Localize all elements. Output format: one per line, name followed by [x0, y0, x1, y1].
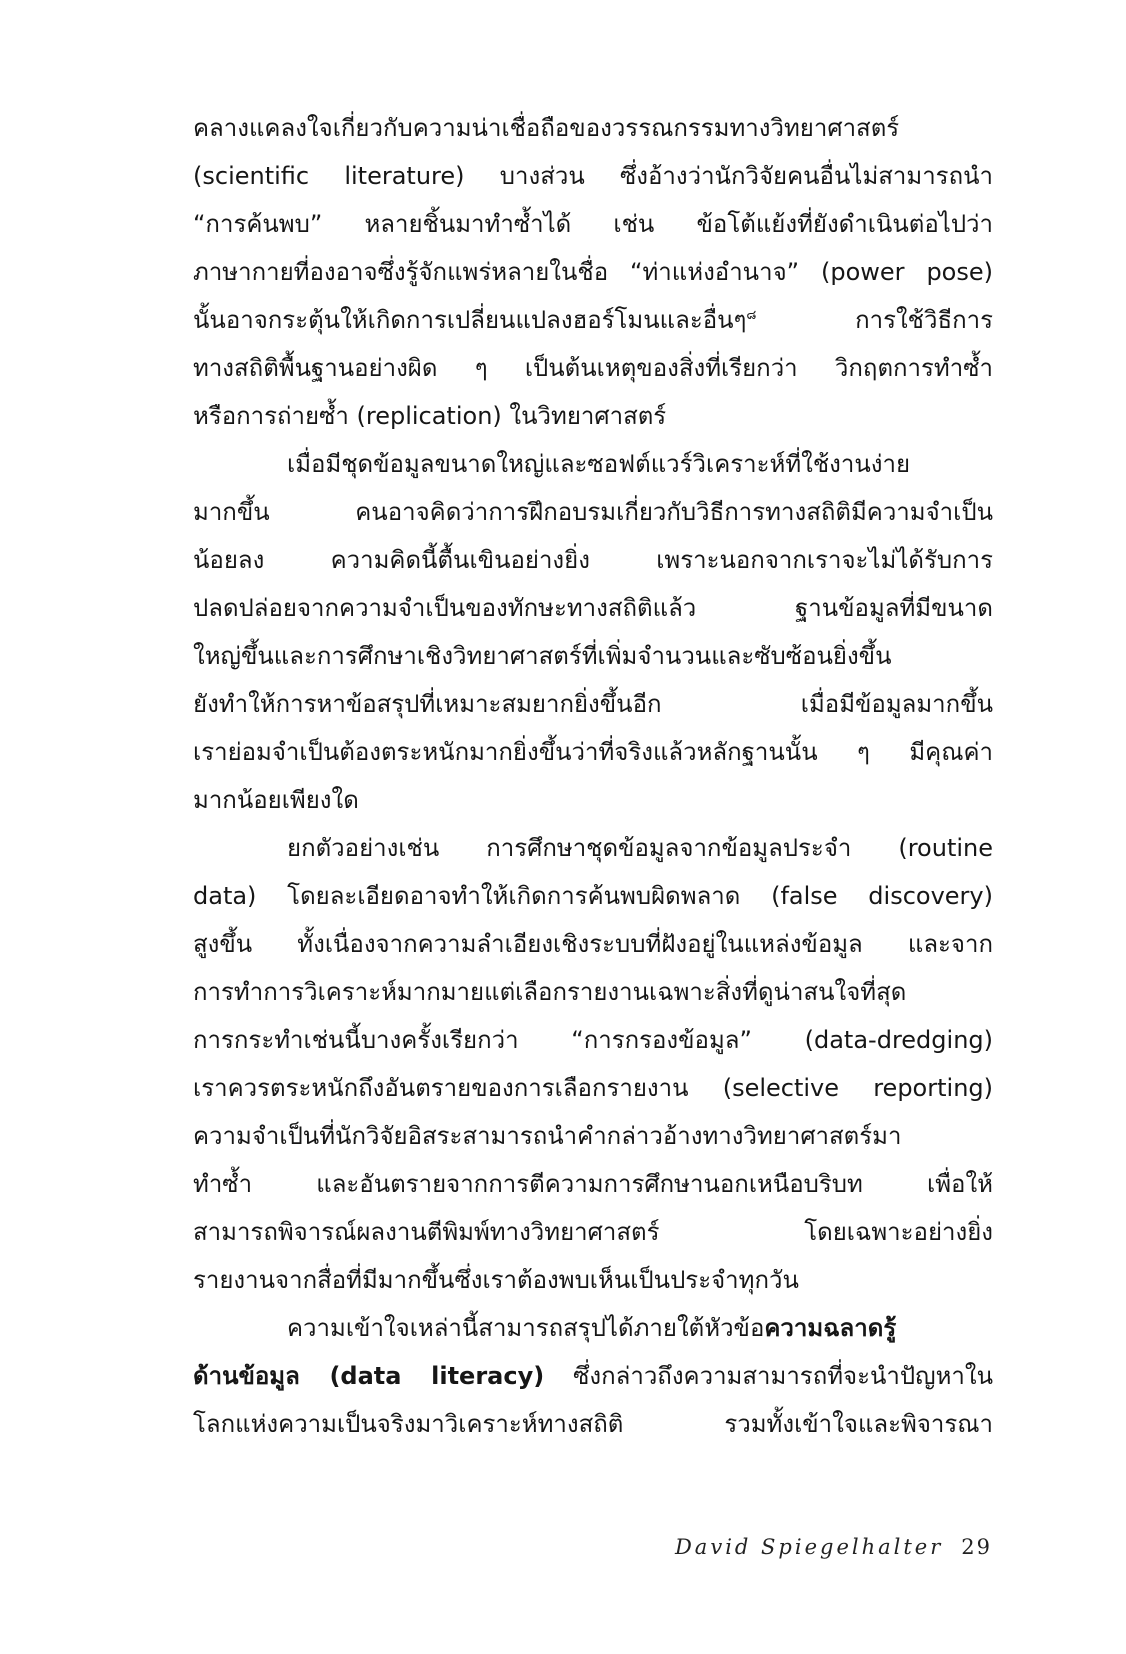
text-line: เราควรตระหนักถึงอันตรายของการเลือกรายงาน (selective reporting)	[193, 1074, 993, 1102]
text-segment: นั้นอาจกระตุ้นให้เกิดการเปลี่ยนแปลงฮอร์โมนและอื่นๆ	[193, 306, 747, 334]
text-line: การกระทำเช่นนี้บางครั้งเรียกว่า “การกรองข้อมูล” (data-dredging)	[193, 1026, 993, 1054]
page-number: 29	[961, 1535, 992, 1559]
text-line: ความจำเป็นที่นักวิจัยอิสระสามารถนำคำกล่าวอ้างทางวิทยาศาสตร์มา	[193, 1122, 902, 1150]
paragraph-3	[193, 824, 993, 1304]
text-line: (scientific literature) บางส่วน ซึ่งอ้างว่านักวิจัยคนอื่นไม่สามารถนำ	[193, 162, 993, 190]
text-segment: การใช้วิธีการ	[756, 306, 993, 334]
author-name: David Spiegelhalter	[674, 1535, 944, 1559]
text-line: คลางแคลงใจเกี่ยวกับความน่าเชื่อถือของวรรณกรรมทางวิทยาศาสตร์	[193, 114, 900, 142]
text-line: โลกแห่งความเป็นจริงมาวิเคราะห์ทางสถิติ รวมทั้งเข้าใจและพิจารณา	[193, 1410, 993, 1438]
running-footer	[675, 1535, 992, 1559]
text-line	[193, 296, 993, 344]
bold-term: ความฉลาดรู้	[764, 1314, 897, 1342]
text-segment: ความเข้าใจเหล่านี้สามารถสรุปได้ภายใต้หัวข้อ	[287, 1314, 765, 1342]
text-line: ปลดปล่อยจากความจำเป็นของทักษะทางสถิติแล้ว ฐานข้อมูลที่มีขนาด	[193, 594, 993, 622]
paragraph-1	[193, 104, 993, 440]
text-line: เราย่อมจำเป็นต้องตระหนักมากยิ่งขึ้นว่าที่จริงแล้วหลักฐานนั้น ๆ มีคุณค่า	[193, 738, 993, 766]
text-line: ทางสถิติพื้นฐานอย่างผิด ๆ เป็นต้นเหตุของสิ่งที่เรียกว่า วิกฤตการทำซ้ำ	[193, 354, 993, 382]
text-line: ยังทำให้การหาข้อสรุปที่เหมาะสมยากยิ่งขึ้นอีก เมื่อมีข้อมูลมากขึ้น	[193, 690, 993, 718]
text-line: น้อยลง ความคิดนี้ตื้นเขินอย่างยิ่ง เพราะนอกจากเราจะไม่ได้รับการ	[193, 546, 993, 574]
paragraph-4	[193, 1304, 993, 1448]
text-line: ใหญ่ขึ้นและการศึกษาเชิงวิทยาศาสตร์ที่เพิ่มจำนวนและซับซ้อนยิ่งขึ้น	[193, 642, 892, 670]
text-line: เมื่อมีชุดข้อมูลขนาดใหญ่และซอฟต์แวร์วิเคราะห์ที่ใช้งานง่าย	[287, 450, 911, 478]
text-line: ทำซ้ำ และอันตรายจากการตีความการศึกษานอกเหนือบริบท เพื่อให้	[193, 1170, 993, 1198]
text-line: สามารถพิจารณ์ผลงานตีพิมพ์ทางวิทยาศาสตร์ โดยเฉพาะอย่างยิ่ง	[193, 1218, 993, 1246]
paragraph-2	[193, 440, 993, 824]
text-line: มากขึ้น คนอาจคิดว่าการฝึกอบรมเกี่ยวกับวิธีการทางสถิติมีความจำเป็น	[193, 498, 993, 526]
text-line: หรือการถ่ายซ้ำ (replication) ในวิทยาศาสตร์	[193, 402, 667, 430]
footnote-marker: ๘	[746, 308, 757, 323]
body-text	[193, 104, 993, 1448]
text-line	[193, 1304, 993, 1352]
text-line: มากน้อยเพียงใด	[193, 786, 359, 814]
text-line	[193, 1352, 993, 1400]
text-line: data) โดยละเอียดอาจทำให้เกิดการค้นพบผิดพลาด (false discovery)	[193, 882, 993, 910]
text-line: การทำการวิเคราะห์มากมายแต่เลือกรายงานเฉพาะสิ่งที่ดูน่าสนใจที่สุด	[193, 978, 907, 1006]
text-line: สูงขึ้น ทั้งเนื่องจากความลำเอียงเชิงระบบที่ฝังอยู่ในแหล่งข้อมูล และจาก	[193, 930, 993, 958]
text-segment: ซึ่งกล่าวถึงความสามารถที่จะนำปัญหาใน	[544, 1362, 993, 1390]
text-line: รายงานจากสื่อที่มีมากขึ้นซึ่งเราต้องพบเห็นเป็นประจำทุกวัน	[193, 1266, 799, 1294]
text-line: ภาษากายที่องอาจซึ่งรู้จักแพร่หลายในชื่อ “ท่าแห่งอำนาจ” (power pose)	[193, 258, 993, 286]
bold-term: ด้านข้อมูล (data literacy)	[193, 1362, 545, 1390]
text-line: ยกตัวอย่างเช่น การศึกษาชุดข้อมูลจากข้อมูลประจำ (routine	[287, 834, 993, 862]
text-line: “การค้นพบ” หลายชิ้นมาทำซ้ำได้ เช่น ข้อโต้แย้งที่ยังดำเนินต่อไปว่า	[193, 210, 993, 238]
